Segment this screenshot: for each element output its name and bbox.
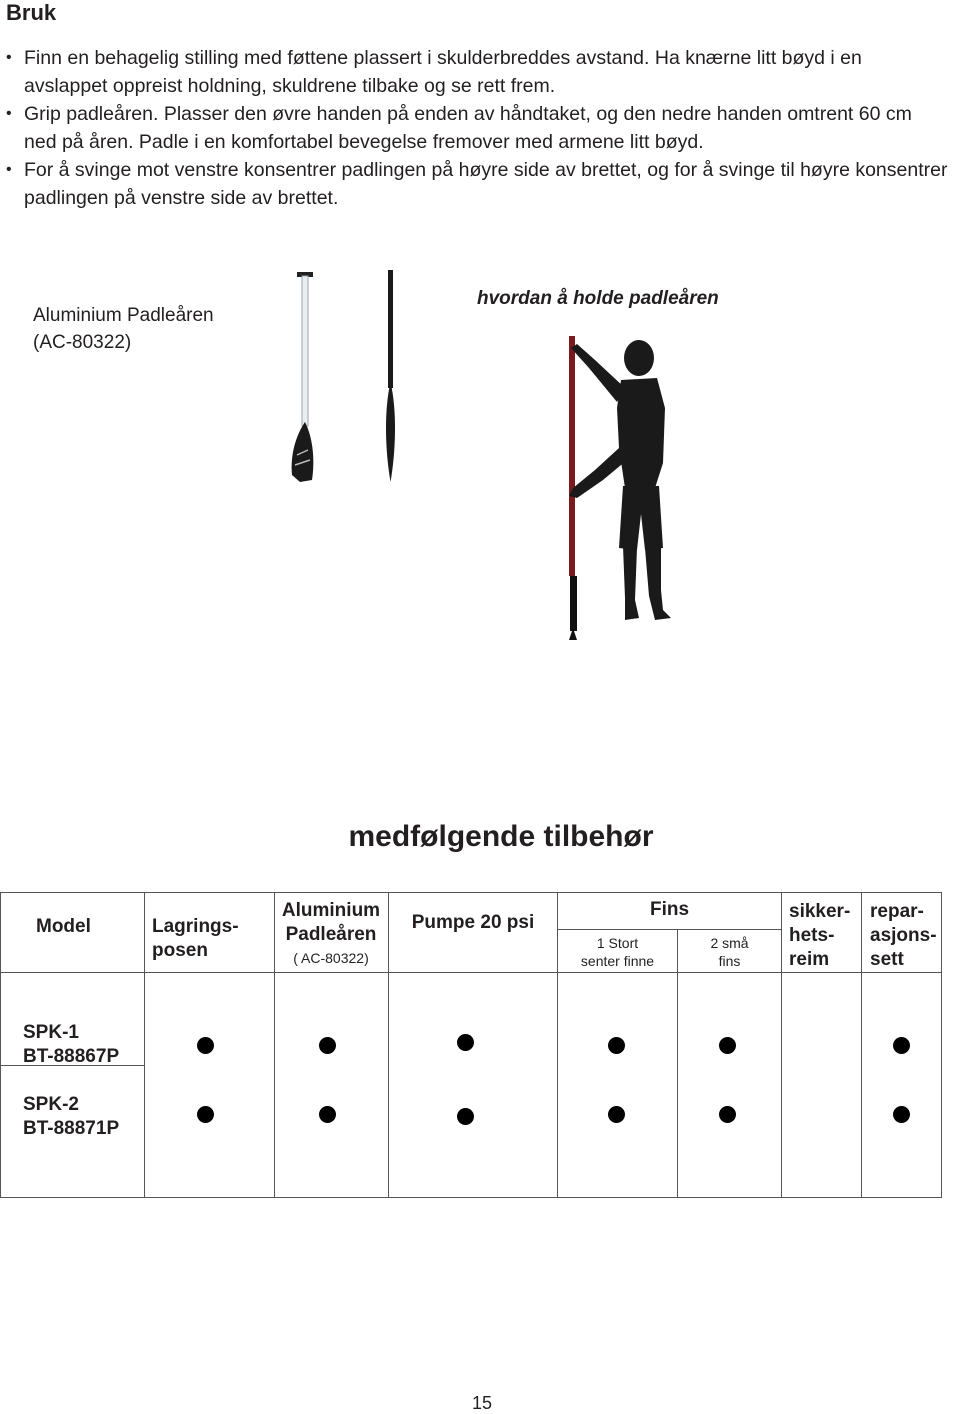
header-fins-small-line: fins <box>718 953 741 969</box>
header-paddle-line: Padleåren <box>285 924 377 945</box>
header-fins-small-line: 2 små <box>710 935 749 951</box>
included-dot <box>608 1106 625 1123</box>
table-border-top <box>0 892 942 893</box>
table-row-model <box>23 1093 119 1141</box>
header-model: Model <box>36 916 91 937</box>
header-leash-line: sikker- <box>789 901 851 922</box>
header-leash <box>789 900 850 972</box>
model-code: BT-88871P <box>23 1118 120 1139</box>
section-title: Bruk <box>6 0 57 25</box>
included-dot <box>608 1037 625 1054</box>
included-dot <box>457 1108 474 1125</box>
included-dot <box>893 1037 910 1054</box>
hold-caption: hvordan å holde padleåren <box>477 288 719 309</box>
bullet-dot: • <box>6 49 12 66</box>
paddle-label <box>33 302 214 356</box>
header-leash-line: reim <box>789 949 830 970</box>
header-fins-small <box>678 934 781 970</box>
included-dot <box>197 1037 214 1054</box>
table-column-divider <box>144 892 145 1198</box>
header-fins-center-line: senter finne <box>580 953 655 969</box>
paddle-label-code: (AC-80322) <box>33 332 132 353</box>
paddle-front-illustration <box>280 270 330 485</box>
header-pump: Pumpe 20 psi <box>411 912 535 933</box>
list-item-text: Grip padleåren. Plasser den øvre handen på enden av håndtaket, og den nedre handen omtrent 60 cm ned på åren. Padle i en komfortabel bevegelse fremover med armene litt bøyd. <box>24 103 912 153</box>
table-border-bottom <box>0 1197 942 1198</box>
header-repair-kit-line: asjons- <box>870 925 937 946</box>
header-fins-center-line: 1 Stort <box>596 935 639 951</box>
list-item <box>0 100 944 156</box>
person-holding-paddle-illustration <box>555 328 680 643</box>
list-item-text: For å svinge mot venstre konsentrer padlingen på høyre side av brettet, og for å svinge til høyre konsentrer padlingen på venstre side av brettet. <box>24 159 948 209</box>
table-header-divider <box>0 972 942 973</box>
header-leash-line: hets- <box>789 925 835 946</box>
table-column-divider <box>781 892 782 1198</box>
table-border-right <box>941 892 942 1198</box>
included-dot <box>719 1037 736 1054</box>
included-dot <box>319 1106 336 1123</box>
header-storage-bag <box>152 915 239 963</box>
header-storage-bag-line: posen <box>152 940 208 961</box>
included-dot <box>457 1034 474 1051</box>
included-dot <box>197 1106 214 1123</box>
header-repair-kit-line: sett <box>870 949 904 970</box>
fins-subheader-divider <box>557 929 781 930</box>
model-code: BT-88867P <box>23 1046 120 1067</box>
header-repair-kit-line: repar- <box>870 901 924 922</box>
accessories-title: medfølgende tilbehør <box>348 820 654 853</box>
header-fins: Fins <box>649 899 690 920</box>
list-item <box>0 44 944 100</box>
table-column-divider <box>861 892 862 1198</box>
header-repair-kit <box>870 900 937 972</box>
table-column-divider <box>388 892 389 1198</box>
included-dot <box>893 1106 910 1123</box>
bullet-dot: • <box>6 161 12 178</box>
header-fins-center <box>558 934 677 970</box>
table-border-left <box>0 892 1 1198</box>
model-name: SPK-1 <box>23 1022 79 1043</box>
instruction-list <box>0 44 960 212</box>
list-item <box>0 156 960 212</box>
paddle-label-name: Aluminium Padleåren <box>33 305 214 326</box>
header-storage-bag-line: Lagrings- <box>152 916 239 937</box>
paddle-side-illustration <box>378 270 404 485</box>
included-dot <box>719 1106 736 1123</box>
list-item-text: Finn en behagelig stilling med føttene plassert i skulderbreddes avstand. Ha knærne litt bøyd i en avslappet oppreist holdning, skuldrene tilbake og se rett frem. <box>24 47 862 97</box>
header-paddle-code: ( AC-80322) <box>293 950 369 966</box>
table-row-model <box>23 1021 119 1069</box>
bullet-dot: • <box>6 105 12 122</box>
model-name: SPK-2 <box>23 1094 79 1115</box>
page-number: 15 <box>471 1393 493 1413</box>
included-dot <box>319 1037 336 1054</box>
header-paddle-line: Aluminium <box>281 900 381 921</box>
header-paddle <box>275 899 387 947</box>
